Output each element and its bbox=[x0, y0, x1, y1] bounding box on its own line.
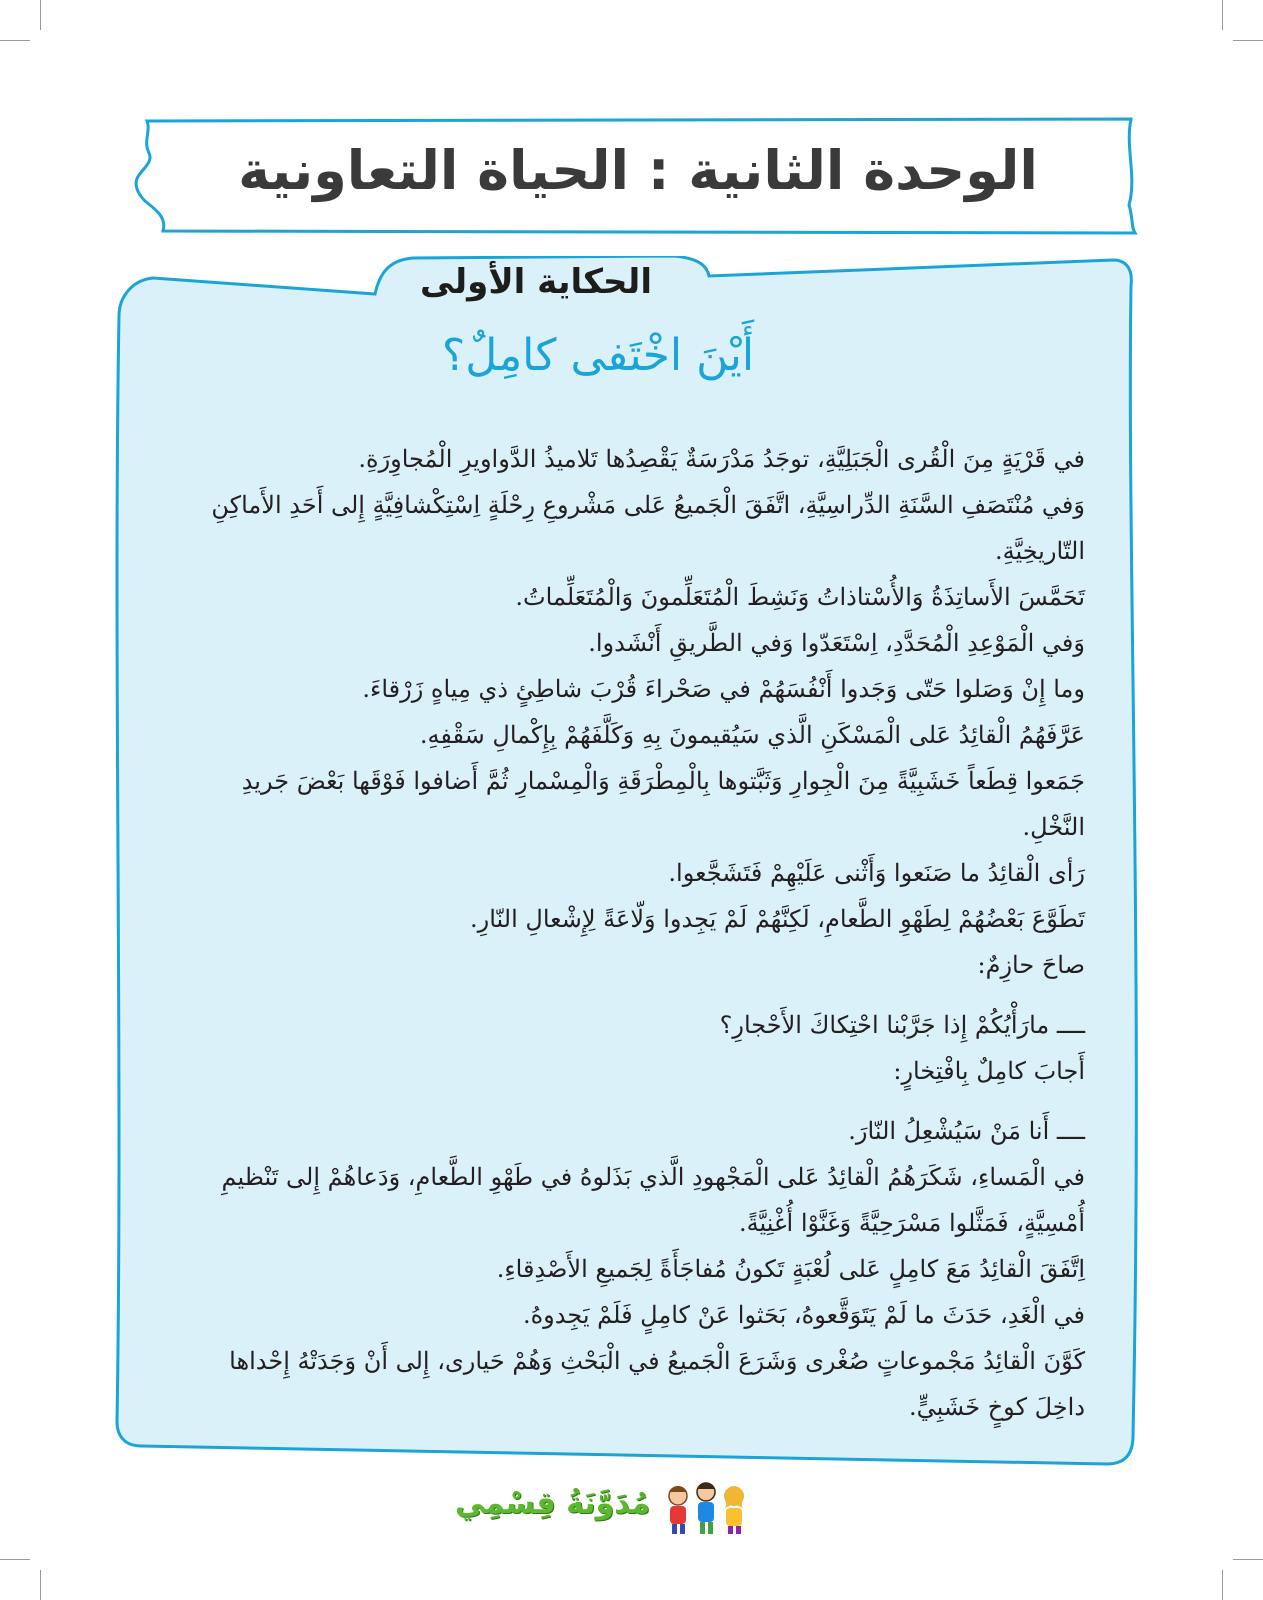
unit-title: الوحدة الثانية : الحياة التعاونية bbox=[238, 139, 1038, 202]
crop-mark bbox=[40, 1570, 41, 1600]
footer-logo bbox=[455, 1480, 765, 1540]
story-paragraph: وما إِنْ وَصَلوا حَتّى وَجَدوا أَنْفُسَهُمْ في صَحْراءَ قُرْبَ شاطِئٍ ذي مِياهٍ زَرْقاءَ. bbox=[362, 675, 1085, 703]
story-paragraph: وَفي مُنْتَصَفِ السَّنَةِ الدِّراسِيَّةِ، اتَّفَقَ الْجَميعُ عَلى مَشْروعِ رِحْلَةٍ اِسْتِكْشافِيَّةٍ إِلى أَحَدِ الأَماكِنِ التّاريخِيَّةِ. bbox=[211, 491, 1085, 565]
story-paragraph: تَطَوَّعَ بَعْضُهُمْ لِطَهْوِ الطَّعامِ، لَكِنَّهُمْ لَمْ يَجِدوا وَلّاعَةً لِإِشْعالِ النّارِ. bbox=[470, 905, 1085, 933]
story-paragraph: في الْغَدِ، حَدَثَ ما لَمْ يَتَوَقَّعوهُ، بَحَثوا عَنْ كامِلٍ فَلَمْ يَجِدوهُ. bbox=[522, 1301, 1085, 1329]
story-paragraph: في الْمَساءِ، شَكَرَهُمُ الْقائِدُ عَلى الْمَجْهودِ الَّذي بَذَلوهُ في طَهْوِ الطَّعامِ، وَدَعاهُمْ إِلى تَنْظيمِ أُمْسِيَّةٍ، فَمَثَّلوا مَسْرَحِيَّةً وَغَنَّوْا أُغْنِيَّةً. bbox=[221, 1163, 1085, 1237]
story-paragraph: صاحَ حازِمٌ: bbox=[977, 951, 1085, 979]
story-tab-label: الحكاية الأولى bbox=[420, 262, 652, 302]
crop-mark bbox=[1233, 40, 1263, 41]
crop-mark bbox=[1222, 1570, 1223, 1600]
crop-mark bbox=[1233, 1559, 1263, 1560]
dialog-line: ــــ أَنا مَنْ سَيُشْعِلُ النّارَ. bbox=[848, 1117, 1085, 1145]
story-paragraph: وَفي الْمَوْعِدِ الْمُحَدَّدِ، اِسْتَعَدّوا وَفي الطَّريقِ أَنْشَدوا. bbox=[588, 629, 1085, 657]
unit-banner bbox=[133, 117, 1143, 237]
crop-mark bbox=[1222, 0, 1223, 30]
story-paragraph: جَمَعوا قِطَعاً خَشَبِيَّةً مِنَ الْجِوارِ وَثَبَّتوها بِالْمِطْرَقَةِ وَالْمِسْمارِ ثُمَّ أَضافوا فَوْقَها بَعْضَ جَريدِ النَّخْلِ. bbox=[241, 767, 1085, 841]
story-title: أَيْنَ اخْتَفى كامِلٌ؟ bbox=[441, 330, 755, 381]
crop-mark bbox=[40, 0, 41, 30]
dialog-line: ــــ مارَأْيُكُمْ إِذا جَرَّبْنا احْتِكاكَ الأَحْجارِ؟ bbox=[719, 1011, 1085, 1039]
story-card bbox=[113, 256, 1143, 1476]
story-body bbox=[205, 436, 1085, 1430]
story-paragraph: رَأى الْقائِدُ ما صَنَعوا وَأَثْنى عَلَيْهِمْ فَتَشَجَّعوا. bbox=[668, 859, 1085, 887]
crop-mark bbox=[0, 1559, 30, 1560]
crop-mark bbox=[0, 40, 30, 41]
story-paragraph: في قَرْيَةٍ مِنَ الْقُرى الْجَبَلِيَّةِ، توجَدُ مَدْرَسَةٌ يَقْصِدُها تَلاميذُ الدَّواويرِ الْمُجاوِرَةِ. bbox=[358, 445, 1085, 473]
story-paragraph: كَوَّنَ الْقائِدُ مَجْموعاتٍ صُغْرى وَشَرَعَ الْجَميعُ في الْبَحْثِ وَهُمْ حَيارى، إِلى أَنْ وَجَدَتْهُ إِحْداها داخِلَ كوخٍ خَشَبِيٍّ. bbox=[229, 1347, 1085, 1421]
logo-text: مُدَوَّنَةُ قِسْمِي bbox=[455, 1486, 651, 1521]
children-icon bbox=[660, 1480, 760, 1536]
story-paragraph: أَجابَ كامِلٌ بِافْتِخارٍ: bbox=[893, 1057, 1085, 1085]
story-paragraph: عَرَّفَهُمُ الْقائِدُ عَلى الْمَسْكَنِ الَّذي سَيُقيمونَ بِهِ وَكَلَّفَهُمْ بِإِكْمالِ سَقْفِهِ. bbox=[419, 721, 1085, 749]
story-paragraph: اِتَّفَقَ الْقائِدُ مَعَ كامِلٍ عَلى لُعْبَةٍ تَكونُ مُفاجَأَةً لِجَميعِ الأَصْدِقاءِ. bbox=[496, 1255, 1085, 1283]
story-paragraph: تَحَمَّسَ الأَساتِذَةُ وَالأُسْتاذاتُ وَنَشِطَ الْمُتَعَلِّمونَ وَالْمُتَعَلِّماتُ. bbox=[515, 583, 1085, 611]
